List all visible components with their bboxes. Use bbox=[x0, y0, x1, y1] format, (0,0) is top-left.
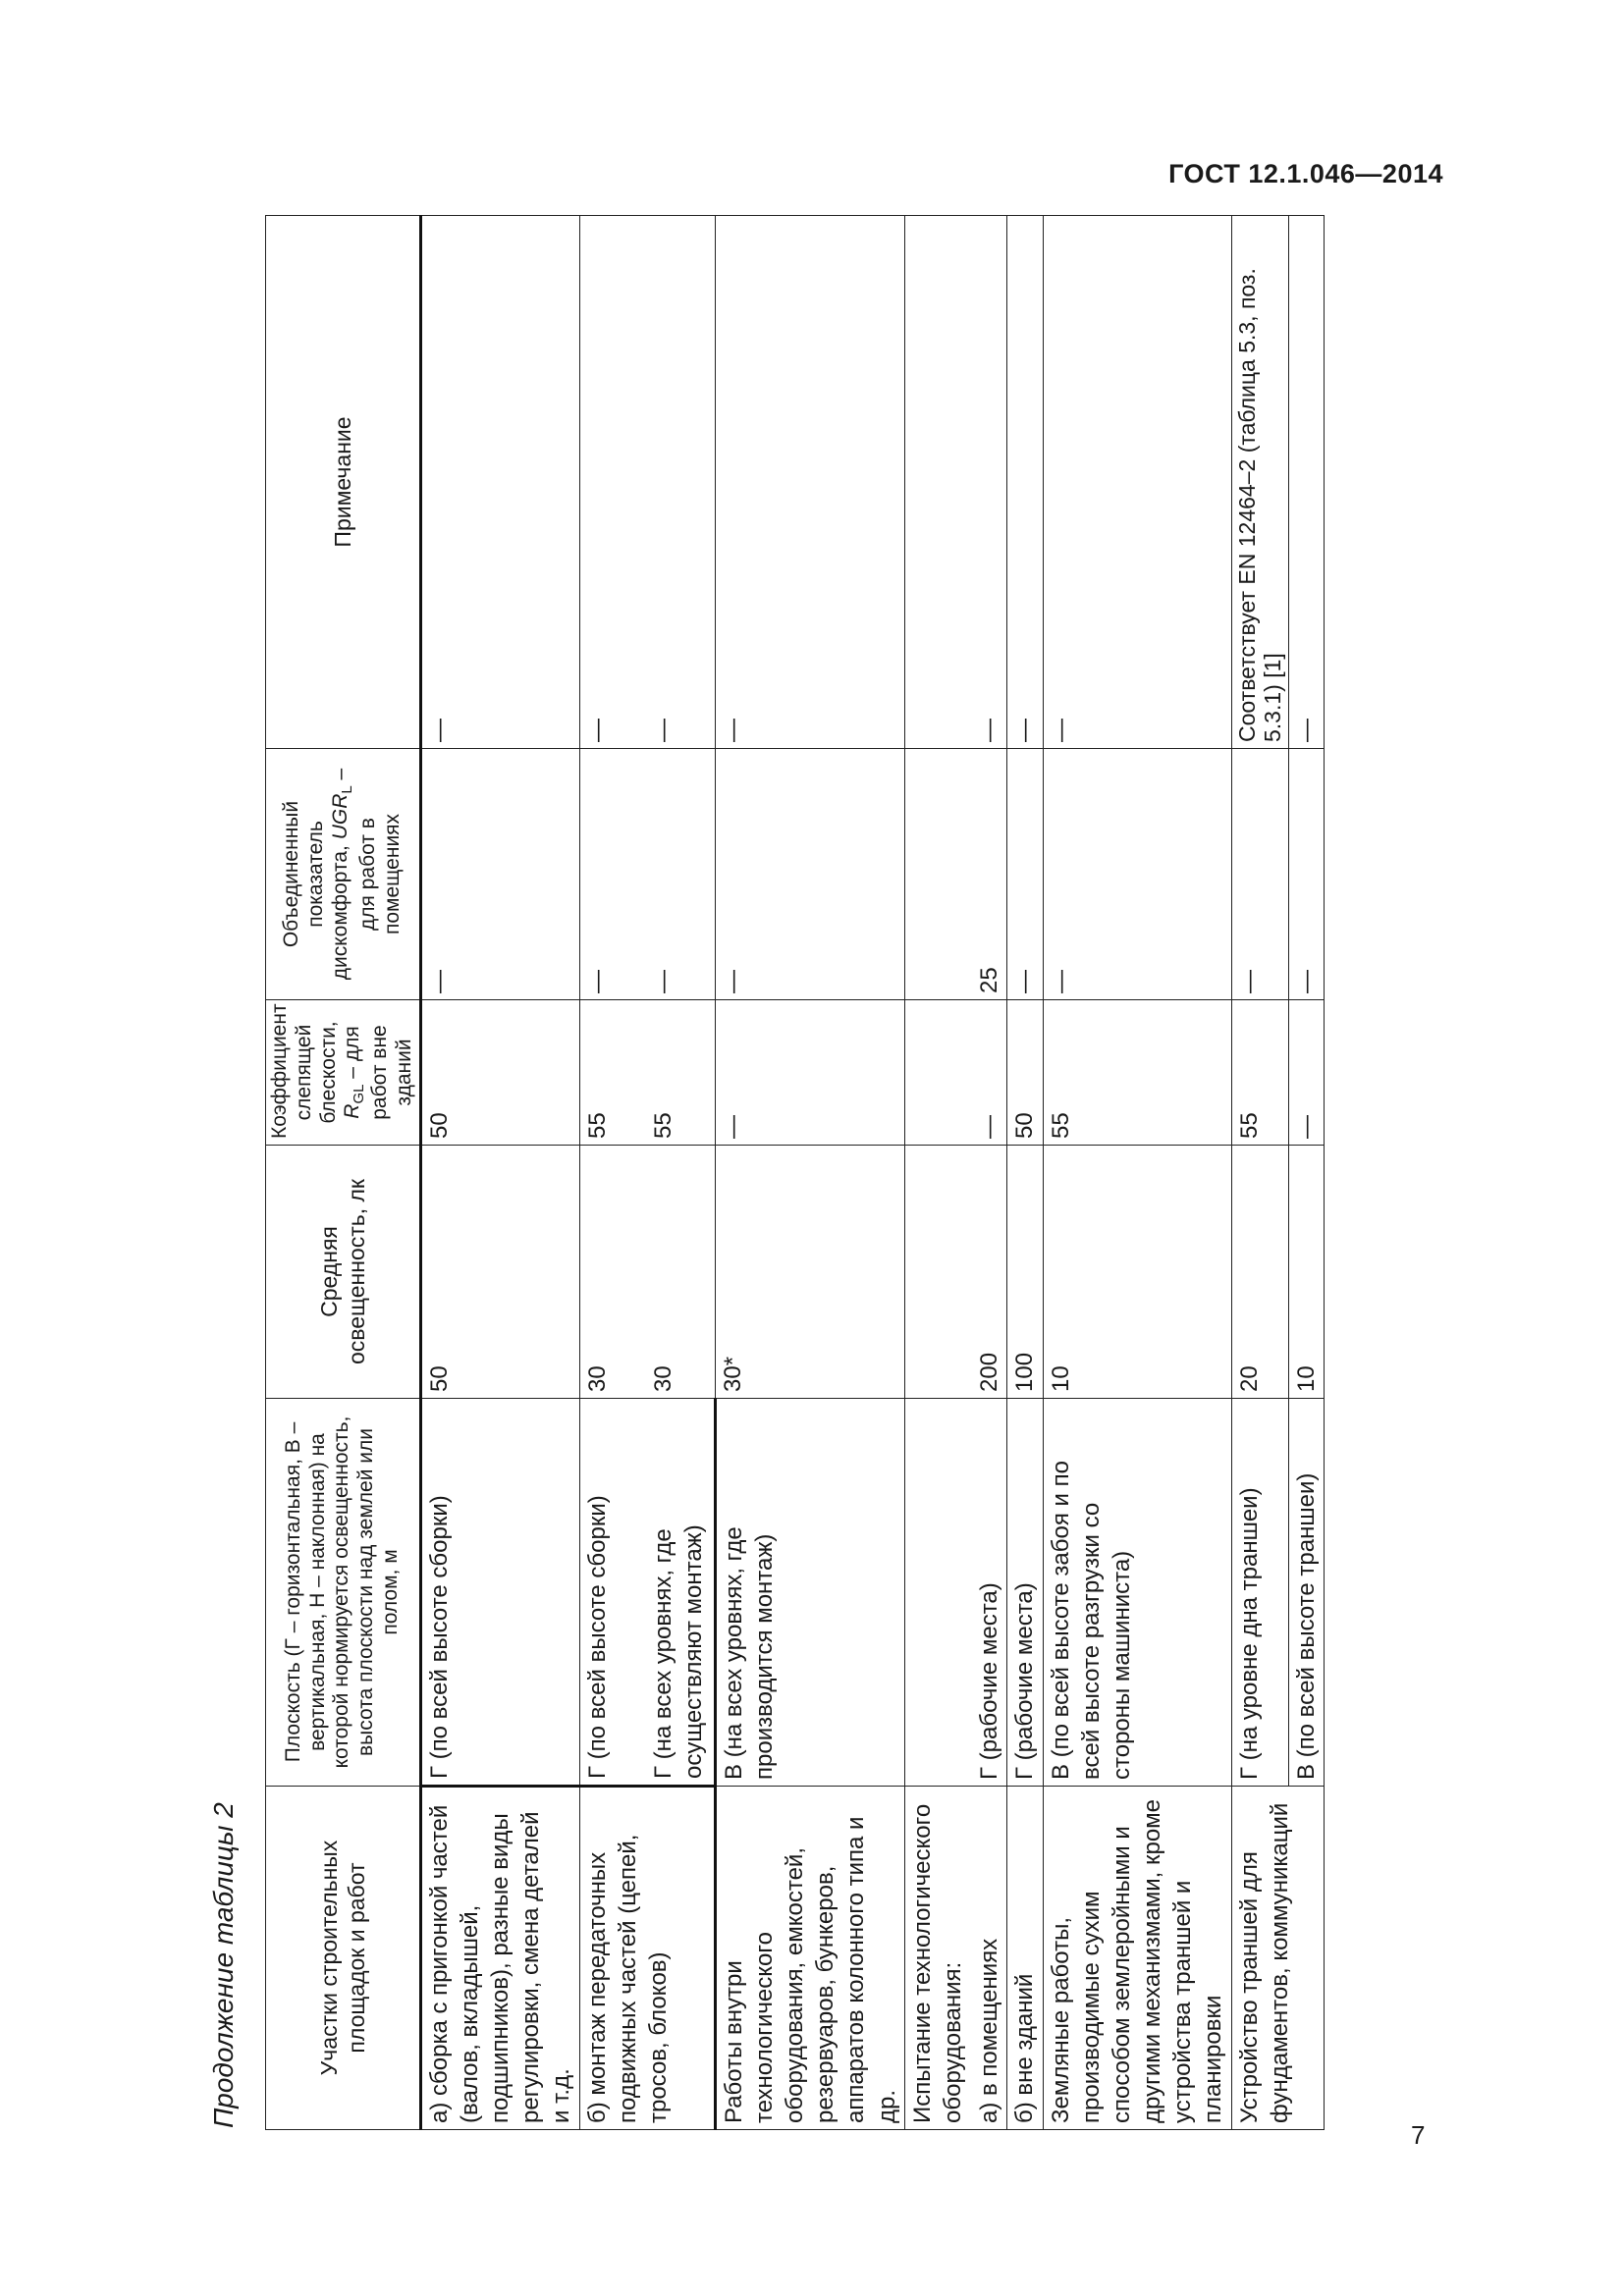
cell-illuminance: 50 bbox=[420, 1146, 579, 1399]
cell-area: Работы внутри технологического оборудования, емкостей, резервуаров, бункеров, аппаратов колонного типа и др. bbox=[715, 1787, 904, 2130]
table-caption: Продолжение таблицы 2 bbox=[208, 1802, 239, 2128]
header-ugr-subscript: L bbox=[339, 785, 356, 794]
cell-illuminance: 200 bbox=[904, 1146, 1007, 1399]
rotated-table-area bbox=[208, 216, 1353, 2130]
header-glare-subscript: GL bbox=[351, 1084, 368, 1104]
cell-ugr: — bbox=[646, 749, 715, 1000]
standard-header: ГОСТ 12.1.046—2014 bbox=[1168, 159, 1443, 188]
cell-plane: В (по всей высоте траншеи) bbox=[1288, 1399, 1324, 1787]
cell-area bbox=[904, 1787, 1007, 2130]
cell-ugr: — bbox=[1288, 749, 1324, 1000]
cell-note: — bbox=[646, 216, 715, 749]
cell-illuminance: 10 bbox=[1043, 1146, 1231, 1399]
cell-ugr: — bbox=[579, 749, 646, 1000]
cell-ugr: — bbox=[1043, 749, 1231, 1000]
cell-note: — bbox=[715, 216, 904, 749]
header-note: Примечание bbox=[266, 216, 421, 749]
cell-glare: — bbox=[1288, 1000, 1324, 1146]
table-row bbox=[715, 216, 904, 2130]
table-row bbox=[904, 216, 1007, 2130]
header-ugr-symbol: UGR bbox=[328, 793, 352, 840]
cell-note: — bbox=[904, 216, 1007, 749]
cell-ugr: — bbox=[1007, 749, 1043, 1000]
cell-note: Соответствует EN 12464–2 (таблица 5.3, поз. 5.3.1) [1] bbox=[1231, 216, 1288, 749]
header-ugr-text-end: – для работ в помещениях bbox=[328, 768, 404, 935]
cell-illuminance: 10 bbox=[1288, 1146, 1324, 1399]
cell-plane: Г (по всей высоте сборки) bbox=[579, 1399, 646, 1787]
cell-plane: Г (рабочие места) bbox=[1007, 1399, 1043, 1787]
cell-glare: 55 bbox=[579, 1000, 646, 1146]
header-glare-symbol: R bbox=[341, 1103, 364, 1119]
cell-area-sub: а) в помещениях bbox=[976, 1938, 1003, 2123]
cell-ugr: — bbox=[715, 749, 904, 1000]
header-area: Участки строительных площадок и работ bbox=[266, 1787, 421, 2130]
cell-glare: 55 bbox=[1043, 1000, 1231, 1146]
table-header-row bbox=[266, 216, 421, 2130]
page-number: 7 bbox=[1411, 2120, 1426, 2150]
table-row bbox=[420, 216, 579, 2130]
cell-plane: Г (на всех уровнях, где осуществляют монтаж) bbox=[646, 1399, 715, 1787]
cell-plane: Г (по всей высоте сборки) bbox=[420, 1399, 579, 1787]
header-glare-text: Коэффициент слепящей блескости, bbox=[268, 1003, 340, 1139]
cell-illuminance: 30 bbox=[646, 1146, 715, 1399]
header-illuminance: Средняя освещенность, лк bbox=[266, 1146, 421, 1399]
cell-note: — bbox=[1007, 216, 1043, 749]
table-row bbox=[1043, 216, 1231, 2130]
cell-area: б) монтаж передаточных подвижных частей (цепей, тросов, блоков) bbox=[579, 1787, 715, 2130]
table-row bbox=[1007, 216, 1043, 2130]
cell-note: — bbox=[579, 216, 646, 749]
header-ugr-text: Объединенный показатель дискомфорта, bbox=[280, 800, 352, 981]
cell-note: — bbox=[1043, 216, 1231, 749]
cell-plane: В (по всей высоте забоя и по всей высоте разгрузки со стороны машиниста) bbox=[1043, 1399, 1231, 1787]
cell-area: Земляные работы, производимые сухим способом землеройными и другими механизмами, кроме устройства траншей и планировки bbox=[1043, 1787, 1231, 2130]
cell-plane: Г (на уровне дна траншеи) bbox=[1231, 1399, 1288, 1787]
header-glare-text-end: – для работ вне зданий bbox=[341, 1025, 415, 1120]
cell-illuminance: 30 bbox=[579, 1146, 646, 1399]
cell-ugr: — bbox=[420, 749, 579, 1000]
cell-glare: 55 bbox=[646, 1000, 715, 1146]
cell-ugr: 25 bbox=[904, 749, 1007, 1000]
cell-plane: В (на всех уровнях, где производится монтаж) bbox=[715, 1399, 904, 1787]
cell-area-title: Испытание технологического оборудования: bbox=[908, 1803, 966, 2123]
cell-plane: Г (рабочие места) bbox=[904, 1399, 1007, 1787]
cell-glare: — bbox=[715, 1000, 904, 1146]
cell-illuminance: 20 bbox=[1231, 1146, 1288, 1399]
header-ugr bbox=[266, 749, 421, 1000]
cell-illuminance: 30* bbox=[715, 1146, 904, 1399]
header-glare-rgl bbox=[266, 1000, 421, 1146]
cell-glare: 55 bbox=[1231, 1000, 1288, 1146]
cell-glare: — bbox=[904, 1000, 1007, 1146]
header-plane: Плоскость (Г – горизонтальная, В – вертикальная, Н – наклонная) на которой нормируется освещенность, высота плоскости над землей или полом, м bbox=[266, 1399, 421, 1787]
cell-area: Устройство траншей для фундаментов, коммуникаций bbox=[1231, 1787, 1324, 2130]
cell-note: — bbox=[420, 216, 579, 749]
cell-glare: 50 bbox=[420, 1000, 579, 1146]
cell-area: б) вне зданий bbox=[1007, 1787, 1043, 2130]
cell-ugr: — bbox=[1231, 749, 1288, 1000]
cell-note: — bbox=[1288, 216, 1324, 749]
cell-area: а) сборка с пригонкой частей (валов, вкладышей, подшипников), разные виды регулировки, смена деталей и т.д. bbox=[420, 1787, 579, 2130]
cell-illuminance: 100 bbox=[1007, 1146, 1043, 1399]
table-row bbox=[579, 216, 646, 2130]
lighting-norms-table bbox=[265, 215, 1325, 2130]
table-row bbox=[1231, 216, 1288, 2130]
cell-glare: 50 bbox=[1007, 1000, 1043, 1146]
